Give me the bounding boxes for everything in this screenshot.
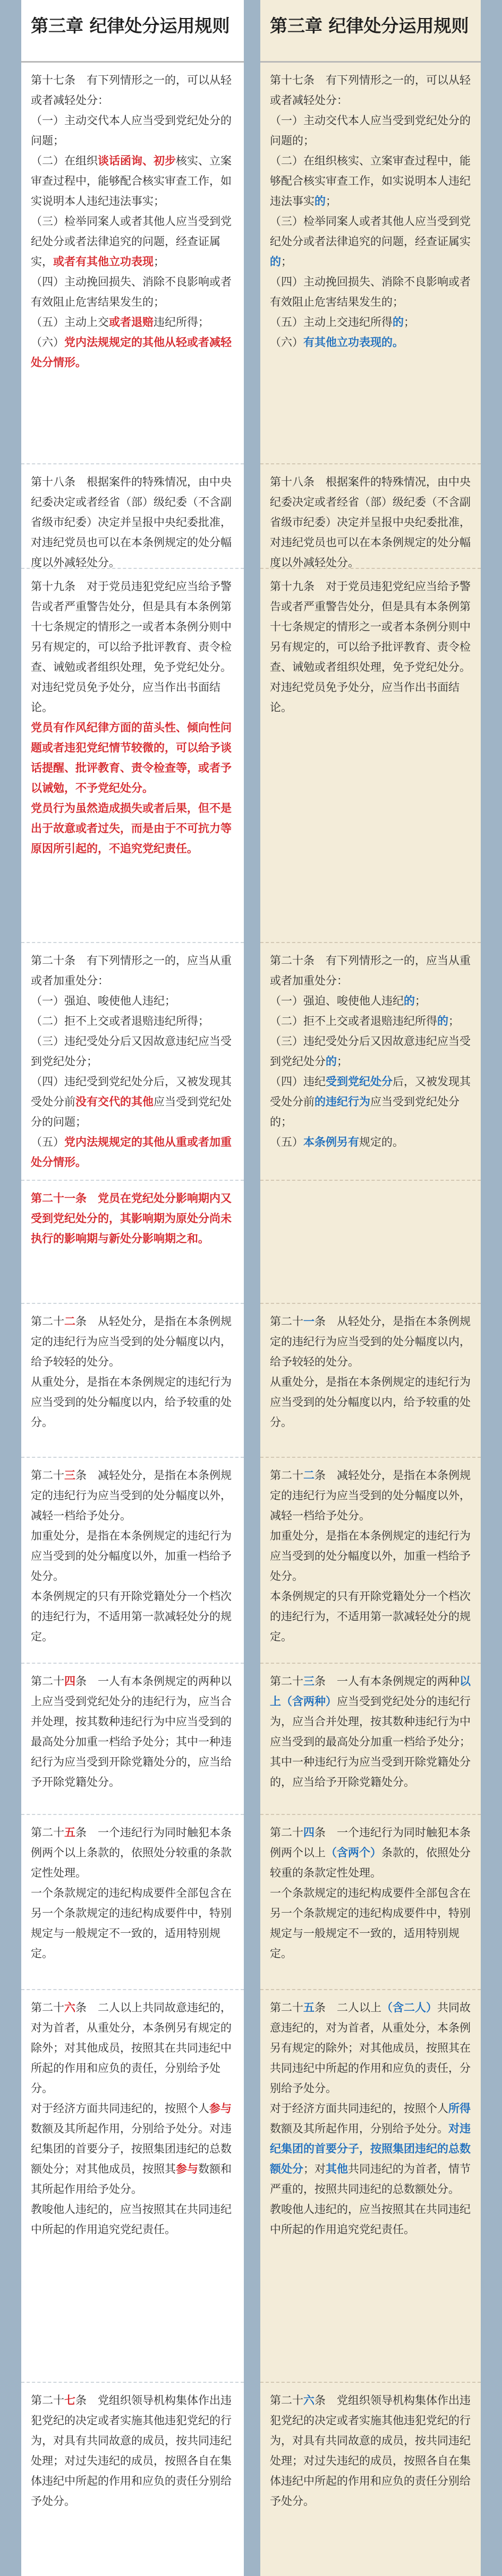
paragraph [31,1132,234,1172]
paragraph [31,70,234,110]
removed-text: 所得 [448,2102,471,2115]
text-segment: （五） [31,1136,64,1148]
text-segment: ； [404,316,415,329]
text-segment: 条 党组织领导机构集体作出违犯党纪的决定或者实施其他违犯党纪的行为，对具有共同故意的成员，按共同违纪处理；对过失违纪的成员，按照各自在集体违纪中所起的作用和应负的责任分别给予处分。 [31,2394,232,2508]
text-segment: 第二十 [270,2394,303,2407]
text-segment: （三）检举同案人或者其他人应当受到党纪处分或者法律追究的问题，经查证属实 [270,215,471,248]
paragraph [270,312,471,332]
paragraph [31,950,234,991]
text-segment: （六） [31,336,64,349]
paragraph [31,332,234,373]
paragraph [31,1586,234,1647]
paragraph [270,1311,471,1372]
text-segment: （四）主动挽回损失、消除不良影响或者有效阻止危害结果发生的； [270,275,471,308]
paragraph [31,991,234,1011]
article-22 [21,1304,244,1458]
text-segment: 第十七条 有下列情形之一的，可以从轻或者减轻处分： [270,74,471,107]
added-text: 党内法规规定的其他从重或者加重处分情形。 [31,1136,232,1169]
article-23 [21,1458,244,1664]
text-segment: 从重处分，是指在本条例规定的违纪行为应当受到的处分幅度以内，给予较重的处分。 [270,1376,471,1429]
text-segment: （五）主动上交违纪所得 [270,316,393,329]
text-segment: （五） [270,1136,303,1148]
text-segment: 条 从轻处分，是指在本条例规定的违纪行为应当受到的处分幅度以内，给予较轻的处分。 [270,1315,471,1368]
removed-text: 本条例另有 [303,1136,359,1148]
text-segment: 规定的。 [359,1136,404,1148]
paragraph [270,332,471,352]
chapter-title: 第三章 纪律处分运用规则 [21,0,244,63]
added-text: 四 [64,1675,75,1688]
removed-text: （含二人） [381,2001,437,2014]
paragraph [270,272,471,312]
paragraph [31,1822,234,1883]
text-segment: 第二十 [270,1469,303,1482]
text-segment: ； [281,255,292,268]
removed-text: 的 [326,1055,337,1068]
text-segment: （四）主动挽回损失、消除不良影响或者有效阻止危害结果发生的； [31,275,232,308]
added-text: 七 [64,2394,75,2407]
paragraph [31,211,234,272]
text-segment: 第二十 [270,1675,303,1688]
text-segment: 条款的，依照处分较重的条款定性处理。 [270,1846,471,1879]
text-segment: 应当受到党纪处分的问题； [31,1095,232,1128]
removed-text: 对违纪集团的首要分子，按照集团违纪的总数额处分 [270,2122,471,2175]
paragraph [270,1883,471,1964]
text-segment: 对于经济方面共同违纪的，按照个人 [31,2102,209,2115]
paragraph [270,2199,471,2240]
text-segment: 条 一个违纪行为同时触犯本条例两个以上条款的，依照处分较重的条款定性处理。 [31,1826,232,1879]
text-segment: 教唆他人违纪的，应当按照其在共同违纪中所起的作用追究党纪责任。 [31,2203,232,2236]
paragraph [270,1671,471,1792]
added-text: 党内法规规定的其他从轻或者减轻处分情形。 [31,336,232,369]
paragraph [270,211,471,272]
article-23 [260,1664,481,1815]
added-text: 或者有其他立功表现 [53,255,154,268]
text-segment: 条 一人有本条例规定的两种以上应当受到党纪处分的违纪行为，应当合并处理，按其数种违纪行为中应当受到的最高处分加重一档给予处分；其中一种违纪行为应当受到开除党籍处分的，应当给予开除党籍处分。 [31,1675,232,1788]
paragraph [31,1372,234,1432]
removed-text: 受到党纪处分 [326,1075,393,1088]
removed-text: 的 [314,195,326,208]
article-24 [21,1664,244,1815]
removed-text: 三 [303,1675,314,1688]
text-segment: 第二十 [270,1826,303,1839]
paragraph [270,110,471,151]
article-19 [21,569,244,943]
removed-text: 四 [303,1826,314,1839]
text-segment: 核实、立案审查过程中，能够配合核实审查工作，如实说明本人违纪违法事实； [31,154,232,208]
text-segment: 第二十条 有下列情形之一的，应当从重或者加重处分： [270,954,471,987]
text-segment: 从重处分，是指在本条例规定的违纪行为应当受到的处分幅度以内，给予较重的处分。 [31,1376,232,1429]
text-segment: 共同故意违纪的，对为首者，从重处分，本条例另有规定的除外；对其他成员，按照其在共同违纪中所起的作用和应负的责任，分别给予处分。 [270,2001,471,2095]
text-segment: 第二十 [31,2001,64,2014]
added-text: 没有交代的其他 [75,1095,154,1108]
text-segment: （二）拒不上交或者退赔违纪所得； [31,1015,209,1027]
text-segment: 数额和其所起作用给予处分。 [31,2163,232,2195]
text-segment: 后，又被发现其受处分前 [270,1075,471,1108]
text-segment: （四）违纪受到党纪处分后，又被发现其受处分前 [31,1075,232,1108]
added-text: 第二十一条 党员在党纪处分影响期内又受到党纪处分的，其影响期为原处分尚未执行的影响期与新处分影响期之和。 [31,1192,232,1245]
paragraph [270,1465,471,1526]
paragraph [270,1011,471,1031]
paragraph [270,1071,471,1132]
paragraph [270,472,471,573]
text-segment: 第二十 [31,1315,64,1328]
paragraph [270,151,471,211]
text-segment: 共同违纪的为首者，情节严重的，按照共同违纪的总数额处分。 [270,2163,471,2195]
paragraph [270,2390,471,2511]
text-segment: （二）拒不上交或者退赔违纪所得 [270,1015,437,1027]
text-segment: 条 一人有本条例规定的两种 [314,1675,460,1688]
removed-text: 的违纪行为 [314,1095,370,1108]
paragraph [270,1031,471,1071]
paragraph [31,1526,234,1586]
paragraph [270,991,471,1011]
paragraph [31,312,234,332]
paragraph [31,798,234,859]
text-segment: 条 减轻处分，是指在本条例规定的违纪行为应当受到的处分幅度以外，减轻一档给予处分。 [31,1469,232,1522]
paragraph [31,110,234,151]
paragraph [31,576,234,718]
paragraph [31,1188,234,1249]
added-text: 党员有作风纪律方面的苗头性、倾向性问题或者违犯党纪情节较微的，可以给予谈话提醒、批评教育、责令检查等，或者予以诫勉，不予党纪处分。 [31,721,232,794]
text-segment: （一）主动交代本人应当受到党纪处分的问题； [31,114,232,147]
paragraph [31,1071,234,1132]
removed-text: 有其他立功表现的。 [303,336,404,349]
paragraph [270,1132,471,1152]
added-text: 谈话函询、初步 [98,154,176,167]
article-26 [260,2383,481,2576]
removed-text: 一 [303,1315,314,1328]
article-18 [260,464,481,569]
text-segment: 第十八条 根据案件的特殊情况，由中央纪委决定或者经省（部）级纪委（不含副省级市纪委）决定并呈报中央纪委批准，对违纪党员也可以在本条例规定的处分幅度以外减轻处分。 [31,476,232,569]
text-segment: 第二十 [31,2394,64,2407]
text-segment: 第二十 [31,1675,64,1688]
article-18 [21,464,244,569]
paragraph [270,2098,471,2199]
text-segment: ； [415,995,426,1007]
paragraph [270,1998,471,2098]
removed-text: 六 [303,2394,314,2407]
paragraph [31,1311,234,1372]
text-segment: 条 二人以上共同故意违纪的，对为首者，从重处分，本条例另有规定的除外；对其他成员，按照其在共同违纪中所起的作用和应负的责任，分别给予处分。 [31,2001,232,2095]
added-text: 二 [64,1315,75,1328]
text-segment: 加重处分，是指在本条例规定的违纪行为应当受到的处分幅度以外，加重一档给予处分。 [270,1529,471,1583]
text-segment: 本条例规定的只有开除党籍处分一个档次的违纪行为，不适用第一款减轻处分的规定。 [270,1590,471,1643]
paragraph [31,2098,234,2199]
added-text: 参与 [176,2163,198,2175]
paragraph [31,1883,234,1964]
text-segment: 应当受到党纪处分的违纪行为，应当合并处理，按其数种违纪行为中应当受到的最高处分加重一档给予处分；其中一种违纪行为应当受到开除党籍处分的，应当给予开除党籍处分。 [270,1695,471,1788]
added-text: 三 [64,1469,75,1482]
text-segment: 一个条款规定的违纪构成要件全部包含在另一个条款规定的违纪构成要件中，特别规定与一般规定不一致的，适用特别规定。 [31,1887,232,1960]
article-19 [260,569,481,943]
removed-text: 其他 [326,2163,348,2175]
added-text: 六 [64,2001,75,2014]
text-segment: ； [326,195,337,208]
article-24 [260,1815,481,1990]
text-segment: （二）在组织 [31,154,98,167]
text-segment: 条 一个违纪行为同时触犯本条例两个以上 [270,1826,471,1859]
article-21 [21,1181,244,1304]
text-segment: （二）在组织核实、立案审查过程中，能够配合核实审查工作，如实说明本人违纪违法事实 [270,154,471,208]
text-segment: （三）检举同案人或者其他人应当受到党纪处分或者法律追究的问题，经查证属实， [31,215,232,268]
paragraph [270,1586,471,1647]
paragraph [31,2390,234,2511]
paragraph [31,1465,234,1526]
paragraph [31,1011,234,1031]
old-regulation-column [260,0,481,2576]
paragraph [31,151,234,211]
text-segment: （五）主动上交 [31,316,109,329]
text-segment: 第十七条 有下列情形之一的，可以从轻或者减轻处分： [31,74,232,107]
article-26 [21,1990,244,2383]
text-segment: （一）强迫、唆使他人违纪 [270,995,404,1007]
text-segment: 应当受到党纪处分的； [270,1095,460,1128]
removed-text: 的 [270,255,281,268]
article-25 [21,1815,244,1990]
article-21 [260,1304,481,1458]
paragraph [31,2199,234,2240]
text-segment: 条 党组织领导机构集体作出违犯党纪的决定或者实施其他违犯党纪的行为，对具有共同故意的成员，按共同违纪处理；对过失违纪的成员，按照各自在集体违纪中所起的作用和应负的责任分别给予处分。 [270,2394,471,2508]
text-segment: 数额及其所起作用，分别给予处分。 [270,2122,448,2135]
text-segment: （三）违纪受处分后又因故意违纪应当受到党纪处分； [31,1035,232,1068]
paragraph [31,1998,234,2098]
article-20 [21,943,244,1181]
text-segment: 对于经济方面共同违纪的，按照个人 [270,2102,448,2115]
text-segment: 第十八条 根据案件的特殊情况，由中央纪委决定或者经省（部）级纪委（不含副省级市纪委）决定并呈报中央纪委批准，对违纪党员也可以在本条例规定的处分幅度以外减轻处分。 [270,476,471,569]
text-segment: 数额及其所起作用，分别给予处分。对违纪集团的首要分子，按照集团违纪的总数额处分；对其他成员，按照其 [31,2122,232,2175]
paragraph [31,1031,234,1071]
text-segment: （一）主动交代本人应当受到党纪处分的问题的； [270,114,471,147]
text-segment: 加重处分，是指在本条例规定的违纪行为应当受到的处分幅度以外，加重一档给予处分。 [31,1529,232,1583]
removed-text: 二 [303,1469,314,1482]
article-20 [260,943,481,1181]
text-segment: （六） [270,336,303,349]
removed-text: 的 [437,1015,448,1027]
text-segment: 教唆他人违纪的，应当按照其在共同违纪中所起的作用追究党纪责任。 [270,2203,471,2236]
paragraph [31,472,234,573]
text-segment: ； [337,1055,348,1068]
added-text: 参与 [209,2102,232,2115]
paragraph [270,1372,471,1432]
text-segment: 条 从轻处分，是指在本条例规定的违纪行为应当受到的处分幅度以内，给予较轻的处分。 [31,1315,232,1368]
text-segment: 条 二人以上 [314,2001,381,2014]
text-segment: 第二十 [31,1469,64,1482]
text-segment: 第二十 [270,1315,303,1328]
text-segment: （一）强迫、唆使他人违纪； [31,995,176,1007]
paragraph [270,1526,471,1586]
text-segment: 第二十 [31,1826,64,1839]
paragraph [31,272,234,312]
removed-text: （含两个） [326,1846,381,1859]
text-segment: 一个条款规定的违纪构成要件全部包含在另一个条款规定的违纪构成要件中，特别规定与一般规定不一致的，适用特别规定。 [270,1887,471,1960]
text-segment: 第十九条 对于党员违犯党纪应当给予警告或者严重警告处分，但是具有本条例第十七条规定的情形之一或者本条例分则中另有规定的，可以给予批评教育、责令检查、诫勉或者组织处理，免予党纪处分。对违纪党员免予处分，应当作出书面结论。 [270,580,471,714]
text-segment: 第二十 [270,2001,303,2014]
text-segment: ； [154,255,165,268]
added-text: 或者退赔 [109,316,154,329]
article-25 [260,1990,481,2383]
removed-text: 五 [303,2001,314,2014]
text-segment: 条 减轻处分，是指在本条例规定的违纪行为应当受到的处分幅度以外，减轻一档给予处分。 [270,1469,471,1522]
removed-text: 的 [393,316,404,329]
paragraph [31,1671,234,1792]
text-segment: （三）违纪受处分后又因故意违纪应当受到党纪处分 [270,1035,471,1068]
paragraph [270,1822,471,1883]
added-text: 五 [64,1826,75,1839]
paragraph [31,718,234,798]
article-27 [21,2383,244,2576]
text-segment: 第二十条 有下列情形之一的，应当从重或者加重处分： [31,954,232,987]
chapter-title: 第三章 纪律处分运用规则 [260,0,481,63]
paragraph [270,576,471,718]
text-segment: 违纪所得； [154,316,209,329]
text-segment: 本条例规定的只有开除党籍处分一个档次的违纪行为，不适用第一款减轻处分的规定。 [31,1590,232,1643]
paragraph [270,950,471,991]
new-regulation-column [21,0,244,2576]
removed-text: 以上（含两种） [270,1675,471,1708]
text-segment: ；对 [303,2163,326,2175]
text-segment: ； [448,1015,460,1027]
article-17 [21,63,244,464]
article-17 [260,63,481,464]
text-segment: （四）违纪 [270,1075,326,1088]
article-22 [260,1458,481,1664]
removed-text: 的 [404,995,415,1007]
empty-cell [260,1181,481,1304]
text-segment: 第十九条 对于党员违犯党纪应当给予警告或者严重警告处分，但是具有本条例第十七条规定的情形之一或者本条例分则中另有规定的，可以给予批评教育、责令检查、诫勉或者组织处理，免予党纪处分。对违纪党员免予处分，应当作出书面结论。 [31,580,232,714]
added-text: 党员行为虽然造成损失或者后果，但不是出于故意或者过失，而是由于不可抗力等原因所引起的，不追究党纪责任。 [31,802,232,855]
paragraph [270,70,471,110]
